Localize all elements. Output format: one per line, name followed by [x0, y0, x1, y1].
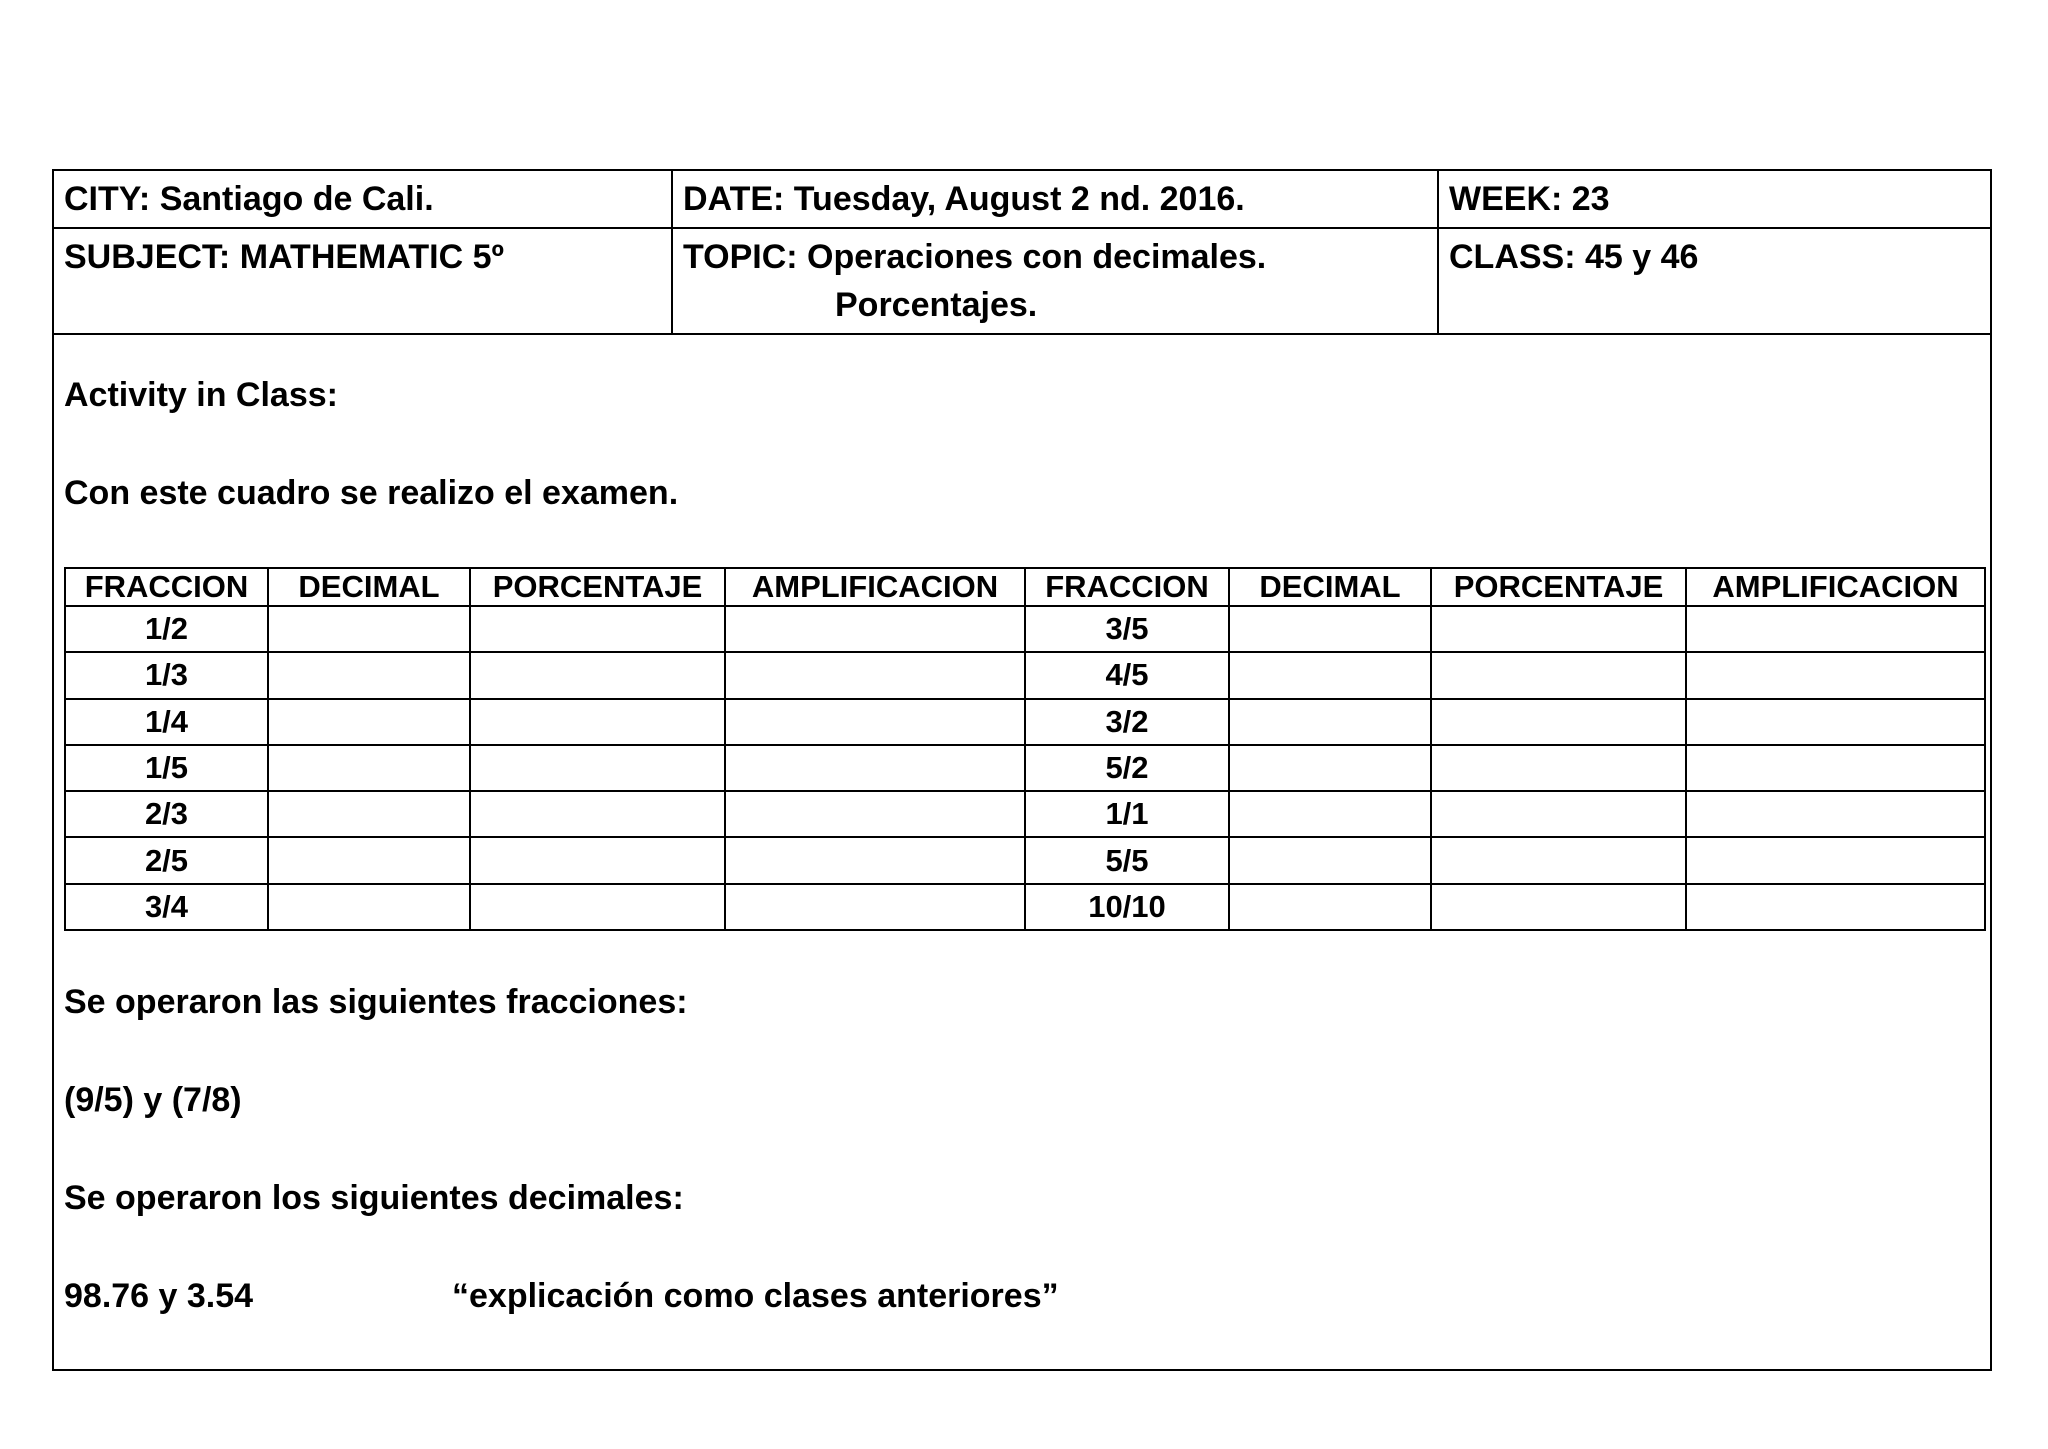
table-cell — [268, 699, 470, 745]
table-row — [65, 745, 1985, 791]
table-cell — [1686, 652, 1985, 698]
table-cell: 5/2 — [1025, 745, 1229, 791]
table-cell — [725, 884, 1025, 930]
table-cell — [725, 837, 1025, 883]
column-header: PORCENTAJE — [470, 568, 725, 606]
fractions-value: (9/5) y (7/8) — [64, 1081, 242, 1119]
column-header: DECIMAL — [1229, 568, 1431, 606]
table-cell — [1431, 652, 1686, 698]
fractions-heading: Se operaron las siguientes fracciones: — [64, 983, 688, 1021]
table-row — [65, 652, 1985, 698]
table-cell — [1686, 606, 1985, 652]
table-cell: 3/5 — [1025, 606, 1229, 652]
table-cell: 5/5 — [1025, 837, 1229, 883]
table-cell — [725, 652, 1025, 698]
table-cell — [1229, 699, 1431, 745]
table-row — [65, 606, 1985, 652]
table-cell: 1/2 — [65, 606, 268, 652]
table-cell — [1431, 606, 1686, 652]
decimals-heading: Se operaron los siguientes decimales: — [64, 1179, 684, 1217]
table-cell: 1/1 — [1025, 791, 1229, 837]
table-cell — [1686, 837, 1985, 883]
table-cell — [1686, 791, 1985, 837]
column-header: PORCENTAJE — [1431, 568, 1686, 606]
table-cell — [1686, 745, 1985, 791]
table-row — [65, 884, 1985, 930]
activity-heading: Activity in Class: — [64, 376, 338, 414]
table-cell — [268, 837, 470, 883]
table-cell — [470, 652, 725, 698]
explanation-note: “explicación como clases anteriores” — [452, 1277, 1059, 1315]
table-cell — [1431, 884, 1686, 930]
decimals-line — [64, 1276, 1564, 1316]
week-cell: WEEK: 23 — [1438, 171, 1990, 228]
table-cell — [470, 745, 725, 791]
table-cell — [470, 699, 725, 745]
table-cell — [1431, 745, 1686, 791]
intro-text: Con este cuadro se realizo el examen. — [64, 474, 679, 512]
date-cell: DATE: Tuesday, August 2 nd. 2016. — [672, 171, 1438, 228]
table-cell — [1229, 606, 1431, 652]
table-cell — [268, 745, 470, 791]
table-cell: 1/4 — [65, 699, 268, 745]
lesson-sheet — [52, 169, 1992, 1371]
class-cell: CLASS: 45 y 46 — [1438, 228, 1990, 334]
table-cell — [725, 699, 1025, 745]
table-cell — [1229, 791, 1431, 837]
fraction-conversion-table — [64, 567, 1986, 931]
table-cell — [268, 791, 470, 837]
table-cell — [470, 837, 725, 883]
table-cell — [1229, 745, 1431, 791]
subject-cell: SUBJECT: MATHEMATIC 5º — [54, 228, 672, 334]
table-cell: 3/2 — [1025, 699, 1229, 745]
table-cell — [725, 606, 1025, 652]
table-row — [65, 699, 1985, 745]
table-cell — [268, 606, 470, 652]
table-cell — [1431, 837, 1686, 883]
table-cell — [1229, 652, 1431, 698]
topic-line-1: TOPIC: Operaciones con decimales. — [683, 238, 1267, 276]
table-cell — [268, 652, 470, 698]
table-cell — [1229, 884, 1431, 930]
table-cell — [1431, 699, 1686, 745]
table-cell: 10/10 — [1025, 884, 1229, 930]
table-row — [65, 837, 1985, 883]
table-cell — [470, 791, 725, 837]
table-cell: 4/5 — [1025, 652, 1229, 698]
table-header-row — [65, 568, 1985, 606]
table-cell — [725, 791, 1025, 837]
table-cell: 1/3 — [65, 652, 268, 698]
table-cell — [1229, 837, 1431, 883]
table-cell — [725, 745, 1025, 791]
column-header: FRACCION — [1025, 568, 1229, 606]
topic-line-2: Porcentajes. — [835, 286, 1038, 324]
topic-cell — [672, 228, 1438, 334]
lesson-header-table — [54, 171, 1990, 335]
column-header: DECIMAL — [268, 568, 470, 606]
table-cell — [268, 884, 470, 930]
column-header: AMPLIFICACION — [1686, 568, 1985, 606]
table-row — [65, 791, 1985, 837]
table-cell — [470, 606, 725, 652]
table-cell — [470, 884, 725, 930]
decimals-value: 98.76 y 3.54 — [64, 1277, 254, 1315]
column-header: FRACCION — [65, 568, 268, 606]
table-cell: 2/5 — [65, 837, 268, 883]
table-cell: 1/5 — [65, 745, 268, 791]
table-cell: 3/4 — [65, 884, 268, 930]
city-cell: CITY: Santiago de Cali. — [54, 171, 672, 228]
column-header: AMPLIFICACION — [725, 568, 1025, 606]
table-cell: 2/3 — [65, 791, 268, 837]
table-cell — [1686, 699, 1985, 745]
table-cell — [1686, 884, 1985, 930]
table-cell — [1431, 791, 1686, 837]
